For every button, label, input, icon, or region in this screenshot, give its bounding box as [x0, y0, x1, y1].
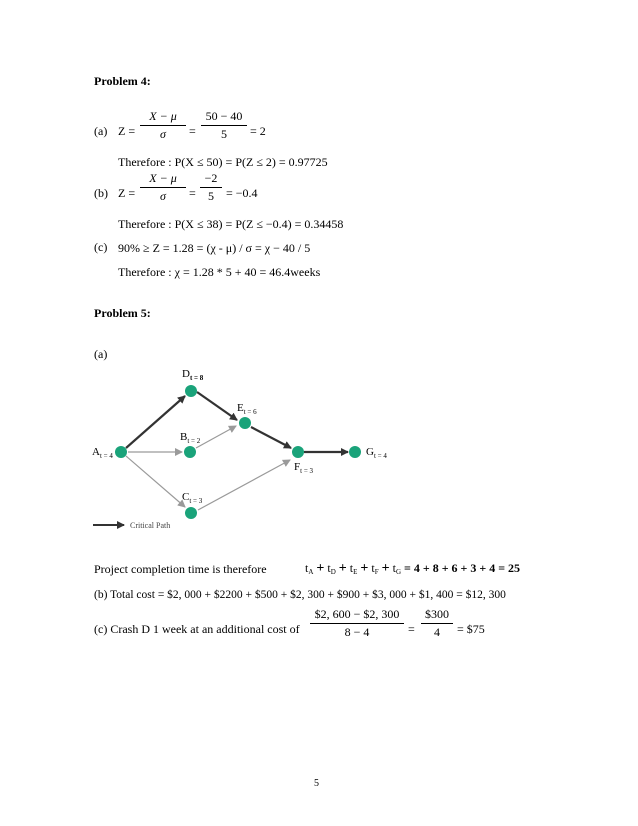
p5-completion-formula: $t_A + t_D + t_E + t_F + t_G = 4 + 8 + 6 + 3 + 4 = 25$ [305, 561, 521, 576]
p4b-num1: X − μ [149, 171, 177, 185]
p4c-label: (c) [94, 240, 108, 254]
edge-a-d [126, 396, 185, 448]
p4a-eq: = [189, 124, 196, 138]
node-label-g: $G_{t = 4}$ [366, 446, 387, 460]
node-g [349, 446, 361, 458]
p5-completion-text: Project completion time is therefore [94, 562, 267, 576]
problem5-heading: Problem 5: [94, 306, 151, 320]
node-label-b: $B_{t = 2}$ [180, 431, 201, 445]
p4b-eq: = [189, 186, 196, 200]
node-d [185, 385, 197, 397]
p5b-total-cost: (b) Total cost = $2, 000 + $2200 + $500 + $2, 300 + $900 + $3, 000 + $1, 400 = $12, 300 [94, 589, 506, 601]
p4a-num1: X − μ [149, 109, 177, 123]
p5c-fraction-1: $2, 600 − $2, 300 8 − 4 [310, 607, 404, 640]
problem4-heading: Problem 4: [94, 74, 151, 88]
p4a-label: (a) [94, 124, 108, 138]
edge-e-f [251, 427, 291, 448]
p4a-den2: 5 [221, 127, 227, 141]
p5c-eq: = [408, 622, 415, 636]
p5a-label: (a) [94, 347, 108, 361]
p4b-therefore: Therefore : P(X ≤ 38) = P(Z ≤ −0.4) = 0.34458 [118, 217, 344, 231]
node-label-a: $A_{t = 4}$ [92, 446, 113, 460]
p4a-z-lhs: Z = [118, 124, 136, 138]
node-e [239, 417, 251, 429]
p4c-therefore: Therefore : χ = 1.28 * 5 + 40 = 46.4weeks [118, 265, 321, 279]
node-b [184, 446, 196, 458]
node-label-e: $E_{t = 6}$ [237, 402, 257, 416]
edge-a-c [126, 456, 185, 507]
node-a [115, 446, 127, 458]
p4b-num2: −2 [204, 171, 218, 185]
p4a-therefore: Therefore : P(X ≤ 50) = P(Z ≤ 2) = 0.97725 [118, 155, 328, 169]
p5c-fraction-2: $300 4 [421, 607, 453, 640]
p4c-line: 90% ≥ Z = 1.28 = (χ - μ) / σ = χ − 40 / 5 [118, 241, 311, 255]
node-label-d: $D_{t = 8}$ [182, 368, 204, 382]
p4b-z-lhs: Z = [118, 186, 136, 200]
p4b-den2: 5 [208, 189, 214, 203]
p4a-den1: σ [160, 127, 166, 141]
p4b-label: (b) [94, 186, 108, 200]
p4a-result: = 2 [250, 124, 266, 138]
page-number: 5 [314, 778, 319, 789]
edge-b-e [196, 426, 236, 448]
p5-completion-result: = 4 + 8 + 6 + 3 + 4 = 25 [404, 561, 521, 575]
edge-d-e [197, 392, 237, 420]
edge-c-f [198, 460, 290, 510]
node-label-c: $C_{t = 3}$ [182, 491, 203, 505]
p4b-den1: σ [160, 189, 166, 203]
node-c [185, 507, 197, 519]
legend-critical-path: Critical Path [130, 521, 171, 530]
p4a-num2: 50 − 40 [205, 109, 243, 123]
p4b-result: = −0.4 [226, 186, 258, 200]
p5c-text: (c) Crash D 1 week at an additional cost of [94, 622, 300, 636]
p5c-result: = $75 [457, 622, 485, 636]
node-f [292, 446, 304, 458]
node-label-f: $F_{t = 3}$ [294, 461, 314, 475]
